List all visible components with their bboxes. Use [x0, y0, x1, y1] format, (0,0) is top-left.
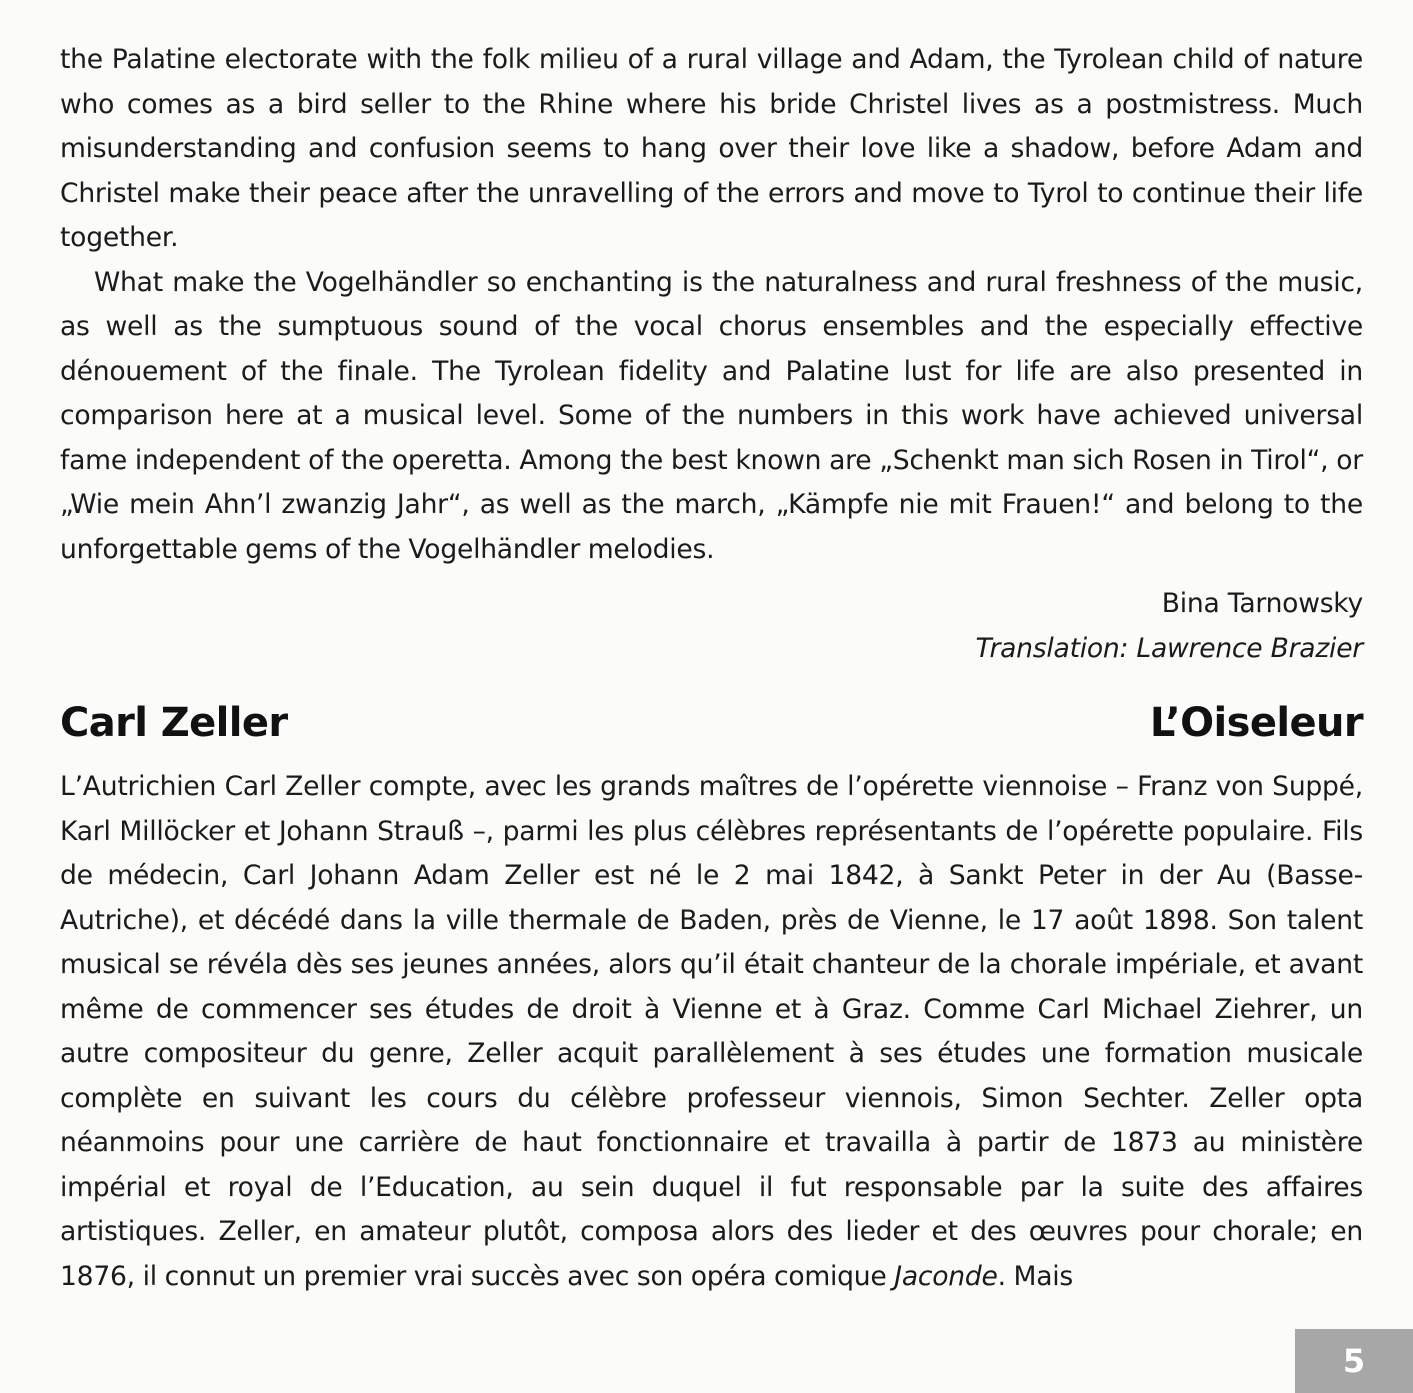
work-title-jaconde: Jaconde	[894, 1260, 998, 1292]
paragraph-plot-summary: the Palatine electorate with the folk milieu of a rural village and Adam, the Tyrolean child of nature who comes as a bird seller to the Rhine where his bride Christel lives as a postmistress. Much misunderstanding and confusion seems to hang over their love like a shadow, before Adam and Christel make their peace after the unravelling of the errors and move to Tyrol to continue their life together.	[60, 44, 1363, 253]
signature-author: Bina Tarnowsky	[1161, 588, 1363, 619]
work-heading: L’Oiseleur	[1149, 700, 1363, 746]
page-content	[60, 38, 1363, 1299]
paragraph-zeller-biography	[60, 765, 1363, 1299]
signature-translation: Translation: Lawrence Brazier	[975, 632, 1363, 664]
biography-text: L’Autrichien Carl Zeller compte, avec les grands maîtres de l’opérette viennoise – Franz von Suppé, Karl Millöcker et Johann Strauß –, parmi les plus célèbres représentants de l’opérette populaire. Fils de médecin, Carl Johann Adam Zeller est né le 2 mai 1842, à Sankt Peter in der Au (Basse-Autriche), et décédé dans la ville thermale de Baden, près de Vienne, le 17 août 1898. Son talent musical se révéla dès ses jeunes années, alors qu’il était chanteur de la chorale impériale, et avant même de commencer ses études de droit à Vienne et à Graz. Comme Carl Michael Ziehrer, un autre compositeur du genre, Zeller acquit parallèlement à ses études une formation musicale complète en suivant les cours du célèbre professeur viennois, Simon Sechter. Zeller opta néanmoins pour une carrière de haut fonctionnaire et travailla à partir de 1873 au ministère impérial et royal de l’Education, au sein duquel il fut responsable par la suite des affaires artistiques. Zeller, en amateur plutôt, composa alors des lieder et des œuvres pour chorale; en 1876, il connut un premier vrai succès avec son opéra comique	[60, 771, 1363, 1292]
paragraph-vogelhaendler-music: What make the Vogelhändler so enchanting is the naturalness and rural freshness of the music, as well as the sumptuous sound of the vocal chorus ensembles and the especially effective dénouement of the finale. The Tyrolean fidelity and Palatine lust for life are also presented in comparison here at a musical level. Some of the numbers in this work have achieved universal fame independent of the operetta. Among the best known are „Schenkt man sich Rosen in Tirol“, or „Wie mein Ahn’l zwanzig Jahr“, as well as the march, „Kämpfe nie mit Frauen!“ and belong to the unforgettable gems of the Vogelhändler melodies.	[60, 266, 1363, 565]
page-number-badge: 5	[1295, 1329, 1413, 1393]
signature-block	[60, 582, 1363, 671]
section-heading	[60, 695, 1363, 751]
composer-heading: Carl Zeller	[60, 700, 288, 746]
biography-text-end: . Mais	[997, 1260, 1074, 1292]
